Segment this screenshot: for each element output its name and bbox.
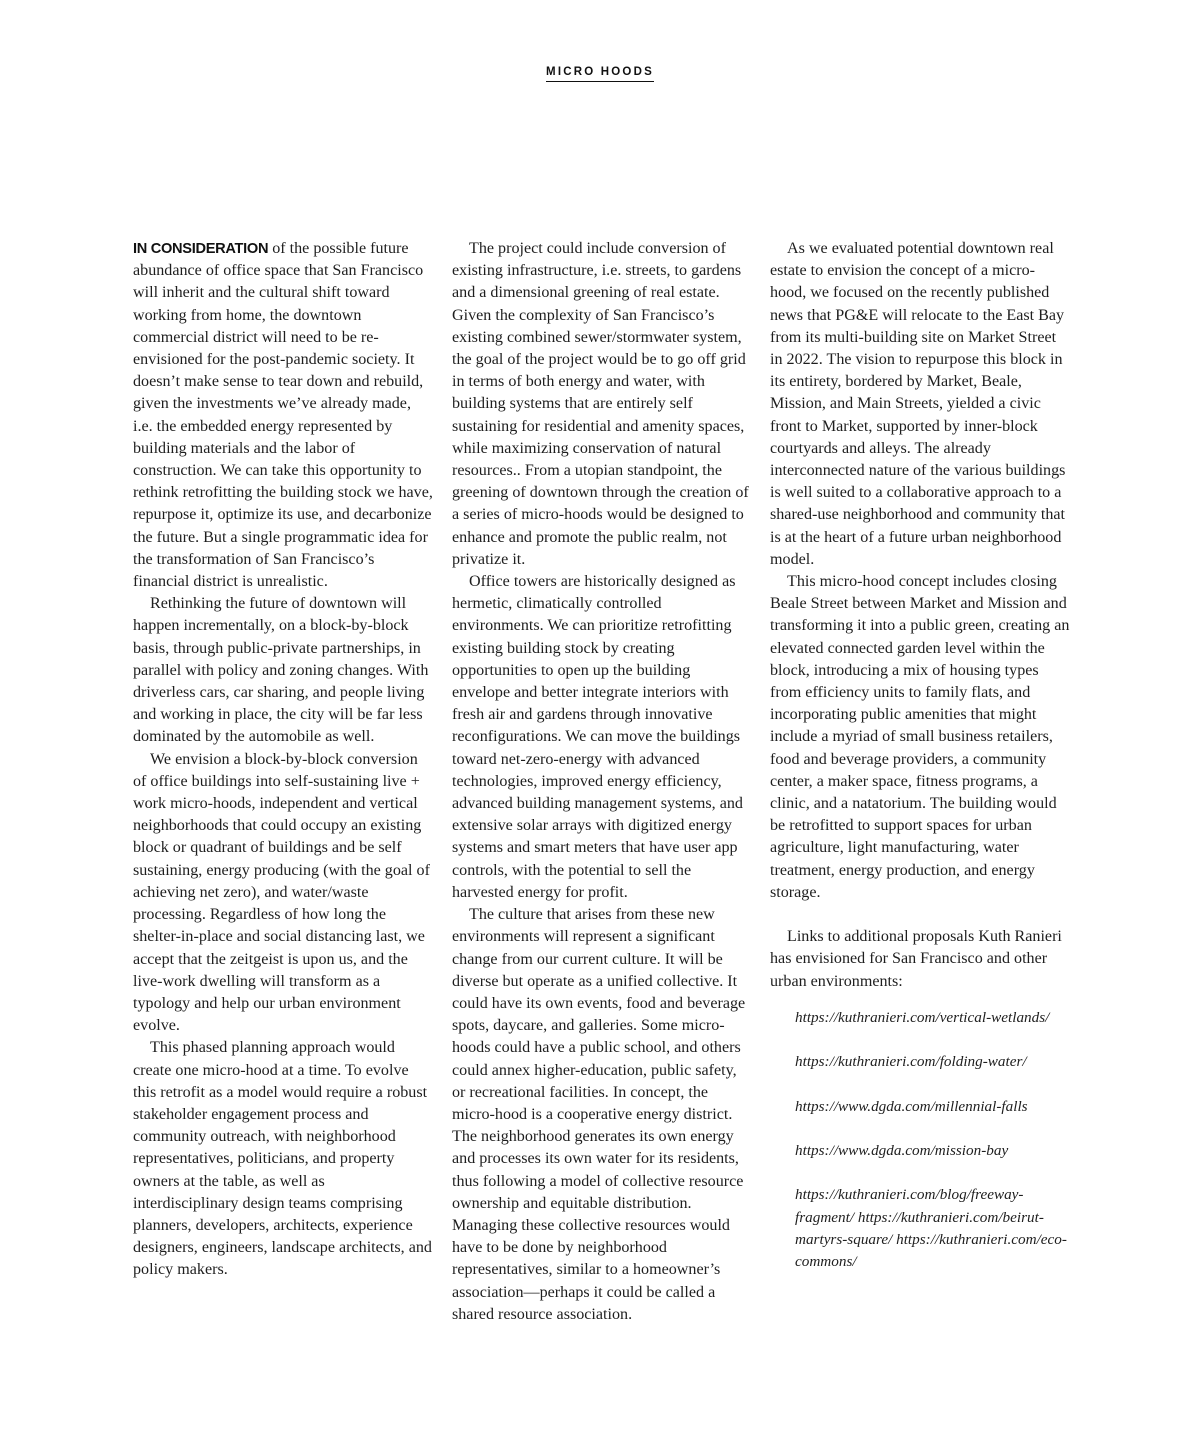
text-column-1 — [133, 238, 433, 1282]
paragraph: This micro-hood concept includes closing Beale Street between Market and Mission and transforming it into a public green, creating an elevated connected garden level within the block, introducing a mix of housing types from efficiency units to family flats, and incorporating public amenities that might include a myriad of small business retailers, food and beverage providers, a community center, a maker space, fitness programs, a clinic, and a natatorium. The building would be retrofitted to support spaces for urban agriculture, light manufacturing, water treatment, energy production, and energy storage. — [770, 573, 1070, 901]
paragraph: Links to additional proposals Kuth Ranieri has envisioned for San Francisco and other urban environments: — [770, 928, 1062, 990]
proposal-link[interactable]: https://kuthranieri.com/blog/freeway-fragment/ https://kuthranieri.com/beirut-martyrs-square/ https://kuthranieri.com/eco-commons/ — [795, 1186, 1067, 1271]
paragraph — [133, 238, 433, 593]
paragraph: This phased planning approach would create one micro-hood at a time. To evolve this retrofit as a model would require a robust stakeholder engagement process and community outreach, with neighborhood representatives, politicians, and property owners at the table, as well as interdisciplinary design teams comprising planners, developers, architects, experience designers, engineers, landscape architects, and policy makers. — [133, 1039, 432, 1279]
section-title: MICRO HOODS — [546, 66, 654, 82]
proposal-link[interactable]: https://www.dgda.com/mission-bay — [795, 1142, 1009, 1160]
paragraph: Rethinking the future of downtown will happen incrementally, on a block-by-block basis, through public-private partnerships, in parallel with policy and zoning changes. With driverless cars, car sharing, and people living and working in place, the city will be far less dominated by the automobile as well. — [133, 595, 429, 746]
paragraph: The culture that arises from these new environments will represent a significant change from our current culture. It will be diverse but operate as a unified collective. It could have its own events, food and beverage spots, daycare, and galleries. Some micro-hoods could have a public school, and others could annex higher-education, public safety, or recreational facilities. In concept, the micro-hood is a cooperative energy district. The neighborhood generates its own energy and processes its own water for its residents, thus following a model of collective resource ownership and equitable distribution. Managing these collective resources would have to be done by neighborhood representatives, similar to a homeowner’s association—perhaps it could be called a shared resource association. — [452, 906, 746, 1323]
paragraph-text: of the possible future abundance of office space that San Francisco will inherit and the cultural shift toward working from home, the downtown commercial district will need to be re-envisioned for the post-pandemic society. It doesn’t make sense to tear down and rebuild, given the investments we’ve already made, i.e. the embedded energy represented by building materials and the labor of construction. We can take this opportunity to rethink retrofitting the building stock we have, repurpose it, optimize its use, and decarbonize the future. But a single programmatic idea for the transformation of San Francisco’s financial district is unrealistic. — [133, 240, 433, 591]
link-list — [770, 1007, 1070, 1273]
lead-in-text: IN CONSIDERATION — [133, 241, 269, 257]
page-header — [0, 62, 1200, 82]
proposal-link[interactable]: https://kuthranieri.com/folding-water/ — [795, 1053, 1027, 1071]
paragraph: As we evaluated potential downtown real estate to envision the concept of a micro-hood, we focused on the recently published news that PG&E will relocate to the East Bay from its multi-building site on Market Street in 2022. The vision to repurpose this block in its entirety, bordered by Market, Beale, Mission, and Main Streets, yielded a civic front to Market, supported by inner-block courtyards and alleys. The already interconnected nature of the various buildings is well suited to a collaborative approach to a shared-use neighborhood and community that is at the heart of a future urban neighborhood model. — [770, 240, 1066, 568]
paragraph: The project could include conversion of existing infrastructure, i.e. streets, to gardens and a dimensional greening of real estate. Given the complexity of San Francisco’s existing combined sewer/stormwater system, the goal of the project would be to go off grid in terms of both energy and water, with building systems that are entirely self sustaining for residential and amenity spaces, while maximizing conservation of natural resources.. From a utopian standpoint, the greening of downtown through the creation of a series of micro-hoods would be designed to enhance and promote the public realm, not privatize it. — [452, 240, 749, 568]
proposal-link[interactable]: https://www.dgda.com/millennial-falls — [795, 1097, 1028, 1115]
paragraph: We envision a block-by-block conversion of office buildings into self-sustaining live + work micro-hoods, independent and vertical neighborhoods that could occupy an existing block or quadrant of buildings and be self sustaining, energy producing (with the goal of achieving net zero), and water/waste processing. Regardless of how long the shelter-in-place and social distancing last, we accept that the zeitgeist is upon us, and the live-work dwelling will transform as a typology and help our urban environment evolve. — [133, 750, 430, 1035]
text-column-3 — [770, 238, 1070, 1295]
proposal-link[interactable]: https://kuthranieri.com/vertical-wetlands/ — [795, 1008, 1050, 1026]
text-column-2 — [452, 238, 752, 1326]
paragraph: Office towers are historically designed as hermetic, climatically controlled environments. We can prioritize retrofitting existing building stock by creating opportunities to open up the building envelope and better integrate interiors with fresh air and gardens through innovative reconfigurations. We can move the buildings toward net-zero-energy with advanced technologies, improved energy efficiency, advanced building management systems, and extensive solar arrays with digitized energy systems and smart meters that have user app controls, with the potential to sell the harvested energy for profit. — [452, 573, 743, 901]
